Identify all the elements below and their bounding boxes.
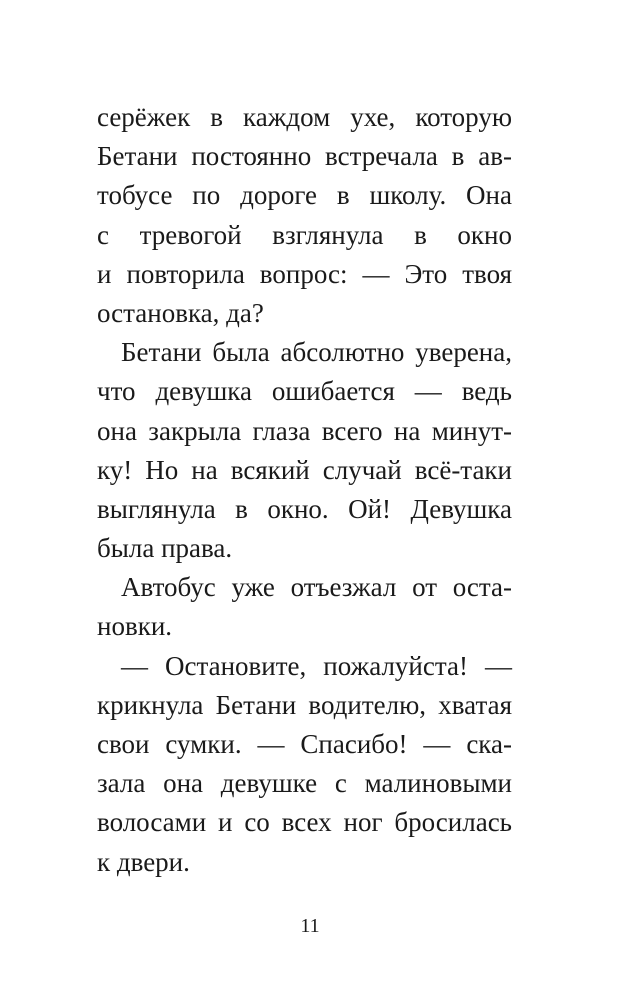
text-line: ку! Но на всякий случай всё-таки [97,454,512,485]
text-line: новки. [97,611,173,642]
text-line: и повторила вопрос: — Это твоя [97,258,512,289]
text-line: к двери. [97,846,190,877]
text-line: что девушка ошибается — ведь [97,376,512,407]
text-line: — Остановите, пожалуйста! — [121,650,512,681]
text-line: крикнула Бетани водителю, хватая [97,689,512,720]
text-line: волосами и со всех ног бросилась [97,807,512,838]
text-line: с тревогой взглянула в окно [97,219,512,250]
text-line: была права. [97,533,233,564]
page-number: 11 [300,915,320,937]
text-line: Автобус уже отъезжал от оста- [121,572,512,603]
text-line: Бетани постоянно встречала в ав- [97,141,512,172]
text-line: остановка, да? [97,297,264,328]
text-line: она закрыла глаза всего на минут- [97,415,512,446]
text-line: серёжек в каждом ухе, которую [97,102,512,132]
body-text [97,98,512,882]
text-line: свои сумки. — Спасибо! — ска- [97,729,512,759]
text-line: Бетани была абсолютно уверена, [121,337,512,368]
text-line: тобусе по дороге в школу. Она [97,180,512,211]
text-line: выглянула в окно. Ой! Девушка [97,493,512,524]
text-line: зала она девушке с малиновыми [97,768,512,799]
